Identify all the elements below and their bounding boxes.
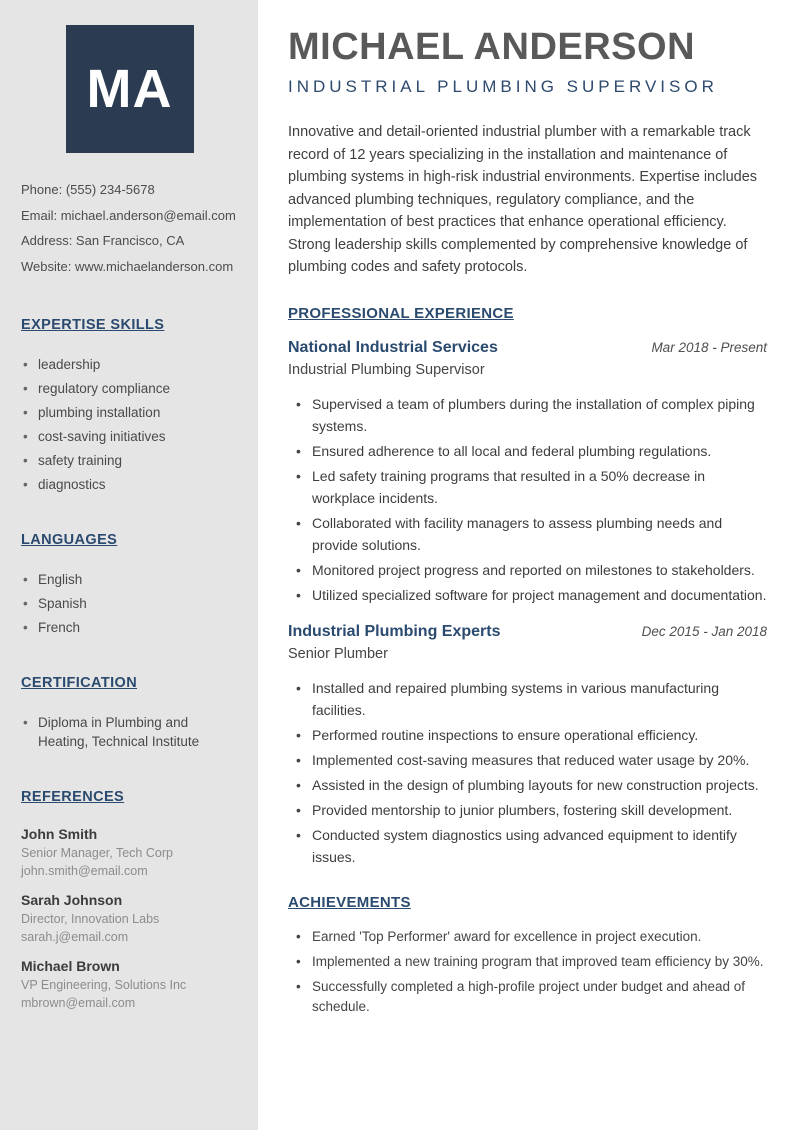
reference <box>21 825 238 880</box>
reference <box>21 957 238 1012</box>
achievements-heading: ACHIEVEMENTS <box>288 893 411 911</box>
references-heading: REFERENCES <box>21 789 125 805</box>
contact-address: Address: San Francisco, CA <box>21 233 185 248</box>
job-role: Industrial Plumbing Supervisor <box>288 361 485 378</box>
reference-role: VP Engineering, Solutions Inc <box>21 978 187 992</box>
job-dates: Dec 2015 - Jan 2018 <box>641 623 767 639</box>
reference-name: Sarah Johnson <box>21 892 123 908</box>
list-item: • safety training <box>21 451 238 470</box>
job-entry <box>288 623 767 868</box>
list-item: • French <box>21 618 238 637</box>
languages-list <box>21 570 238 637</box>
reference-email: sarah.j@email.com <box>21 930 129 944</box>
contact-website: Website: www.michaelanderson.com <box>21 258 234 274</box>
languages-heading: LANGUAGES <box>21 532 118 548</box>
list-item: • Conducted system diagnostics using advanced equipment to identify issues. <box>288 824 767 868</box>
reference-email: mbrown@email.com <box>21 996 136 1010</box>
reference-name: Michael Brown <box>21 958 120 974</box>
sidebar <box>0 0 258 1130</box>
list-item: • Provided mentorship to junior plumbers, fostering skill development. <box>288 799 767 821</box>
reference-role: Director, Innovation Labs <box>21 912 160 926</box>
list-item: • Implemented a new training program that improved team efficiency by 30%. <box>288 952 767 972</box>
main-content <box>258 0 800 1130</box>
list-item: • Assisted in the design of plumbing layouts for new construction projects. <box>288 774 767 796</box>
summary-paragraph: Innovative and detail-oriented industrial plumber with a remarkable track record of 12 years specializing in the installation and maintenance of plumbing systems in high-risk industrial environments. Expertise includes advanced plumbing techniques, regulatory compliance, and the implementation of best practices that enhance operational efficiency. Strong leadership skills complemented by comprehensive knowledge of plumbing codes and safety protocols. <box>288 124 758 275</box>
experience-heading: PROFESSIONAL EXPERIENCE <box>288 304 514 322</box>
list-item: • regulatory compliance <box>21 379 238 398</box>
list-item: • cost-saving initiatives <box>21 427 238 446</box>
contact-info <box>21 177 238 279</box>
contact-email: Email: michael.anderson@email.com <box>21 207 236 223</box>
list-item: • Supervised a team of plumbers during the installation of complex piping systems. <box>288 393 767 437</box>
list-item: • plumbing installation <box>21 403 238 422</box>
job-dates: Mar 2018 - Present <box>651 339 767 355</box>
list-item: • Diploma in Plumbing and Heating, Technical Institute <box>21 713 238 751</box>
list-item: • Performed routine inspections to ensure operational efficiency. <box>288 724 767 746</box>
reference <box>21 891 238 946</box>
list-item: • Collaborated with facility managers to assess plumbing needs and provide solutions. <box>288 512 767 556</box>
avatar <box>66 25 194 153</box>
job-role: Senior Plumber <box>288 645 388 662</box>
job-bullet-list <box>288 677 767 868</box>
contact-phone: Phone: (555) 234-5678 <box>21 182 155 197</box>
achievements-list <box>288 927 767 1017</box>
list-item: • Successfully completed a high-profile project under budget and ahead of schedule. <box>288 977 767 1017</box>
list-item: • Monitored project progress and reported on milestones to stakeholders. <box>288 559 767 581</box>
job-bullet-list <box>288 393 767 606</box>
company-name: National Industrial Services <box>288 338 498 356</box>
list-item: • diagnostics <box>21 475 238 494</box>
list-item: • Installed and repaired plumbing systems in various manufacturing facilities. <box>288 677 767 721</box>
list-item: • Spanish <box>21 594 238 613</box>
reference-role: Senior Manager, Tech Corp <box>21 846 173 860</box>
certification-list <box>21 713 238 751</box>
reference-email: john.smith@email.com <box>21 864 148 878</box>
certification-heading: CERTIFICATION <box>21 675 138 691</box>
list-item: • Utilized specialized software for project management and documentation. <box>288 584 767 606</box>
list-item: • Implemented cost-saving measures that reduced water usage by 20%. <box>288 749 767 771</box>
list-item: • Earned 'Top Performer' award for excellence in project execution. <box>288 927 767 947</box>
list-item: • leadership <box>21 355 238 374</box>
headline-job-title: INDUSTRIAL PLUMBING SUPERVISOR <box>288 77 718 96</box>
list-item: • Led safety training programs that resulted in a 50% decrease in workplace incidents. <box>288 465 767 509</box>
company-name: Industrial Plumbing Experts <box>288 622 501 640</box>
page-title: MICHAEL ANDERSON <box>288 26 696 68</box>
avatar-initials: MA <box>86 59 173 119</box>
reference-name: John Smith <box>21 826 98 842</box>
job-entry <box>288 339 767 606</box>
job-header <box>288 623 767 641</box>
skills-list <box>21 355 238 494</box>
job-header <box>288 339 767 357</box>
list-item: • Ensured adherence to all local and federal plumbing regulations. <box>288 440 767 462</box>
references-list <box>21 825 238 1012</box>
list-item: • English <box>21 570 238 589</box>
skills-heading: EXPERTISE SKILLS <box>21 317 165 333</box>
